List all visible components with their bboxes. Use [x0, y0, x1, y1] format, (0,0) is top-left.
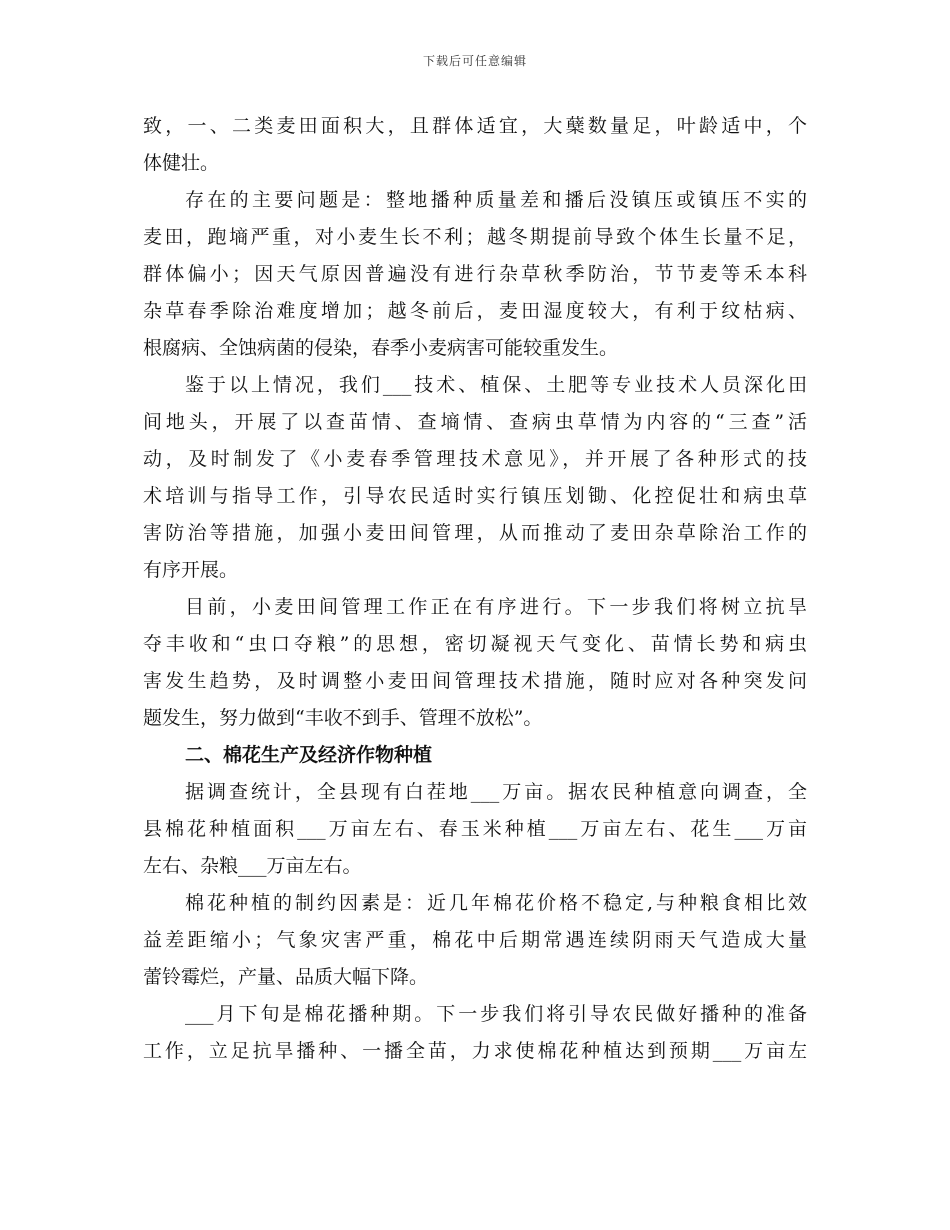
section-heading: 二、棉花生产及经济作物种植: [185, 744, 433, 766]
paragraph-line: 害发生趋势，及时调整小麦田间管理技术措施，随时应对各种突发问: [143, 670, 807, 692]
paragraph-line: 杂草春季除治难度增加；越冬前后，麦田湿度较大，有利于纹枯病、: [143, 300, 807, 322]
paragraph-line: 麦田，跑墒严重，对小麦生长不利；越冬期提前导致个体生长量不足，: [143, 226, 807, 248]
page-header: 下载后可任意编辑: [422, 54, 527, 68]
paragraph-line: 根腐病、全蚀病菌的侵染，春季小麦病害可能较重发生。: [143, 337, 619, 359]
paragraph-line: 鉴于以上情况，我们___技术、植保、土肥等专业技术人员深化田: [185, 374, 807, 396]
paragraph-line: 致，一、二类麦田面积大，且群体适宜，大蘖数量足，叶龄适中，个: [143, 115, 807, 137]
paragraph-line: 动，及时制发了《小麦春季管理技术意见》，并开展了各种形式的技: [143, 448, 807, 470]
paragraph-line: 蕾铃霉烂，产量、品质大幅下降。: [143, 966, 429, 988]
paragraph-line: 术培训与指导工作，引导农民适时实行镇压划锄、化控促壮和病虫草: [143, 485, 807, 507]
paragraph-line: 棉花种植的制约因素是：近几年棉花价格不稳定,与种粮食相比效: [185, 892, 807, 914]
paragraph-line: 群体偏小；因天气原因普遍没有进行杂草秋季防治，节节麦等禾本科: [143, 263, 807, 285]
paragraph-line: 夺丰收和“虫口夺粮”的思想，密切凝视天气变化、苗情长势和病虫: [143, 633, 807, 655]
paragraph-line: 间地头，开展了以查苗情、查墒情、查病虫草情为内容的“三查”活: [143, 411, 807, 433]
paragraph-line: 左右、杂粮___万亩左右。: [143, 855, 362, 877]
paragraph-line: 益差距缩小；气象灾害严重，棉花中后期常遇连续阴雨天气造成大量: [143, 929, 807, 951]
document-body: [143, 108, 807, 1070]
paragraph-line: 题发生，努力做到“丰收不到手、管理不放松”。: [143, 707, 543, 729]
paragraph-line: 存在的主要问题是：整地播种质量差和播后没镇压或镇压不实的: [185, 189, 807, 211]
paragraph-line: 有序开展。: [143, 559, 239, 581]
paragraph-line: 据调查统计，全县现有白茬地___万亩。据农民种植意向调查，全: [185, 781, 807, 803]
paragraph-line: 县棉花种植面积___万亩左右、春玉米种植___万亩左右、花生___万亩: [143, 818, 807, 840]
paragraph-line: 体健壮。: [143, 152, 220, 174]
paragraph-line: 工作，立足抗旱播种、一播全苗，力求使棉花种植达到预期___万亩左: [143, 1040, 807, 1062]
paragraph-line: 害防治等措施，加强小麦田间管理，从而推动了麦田杂草除治工作的: [143, 522, 807, 544]
paragraph-line: ___月下旬是棉花播种期。下一步我们将引导农民做好播种的准备: [185, 1003, 807, 1025]
paragraph-line: 目前，小麦田间管理工作正在有序进行。下一步我们将树立抗旱: [185, 596, 807, 618]
